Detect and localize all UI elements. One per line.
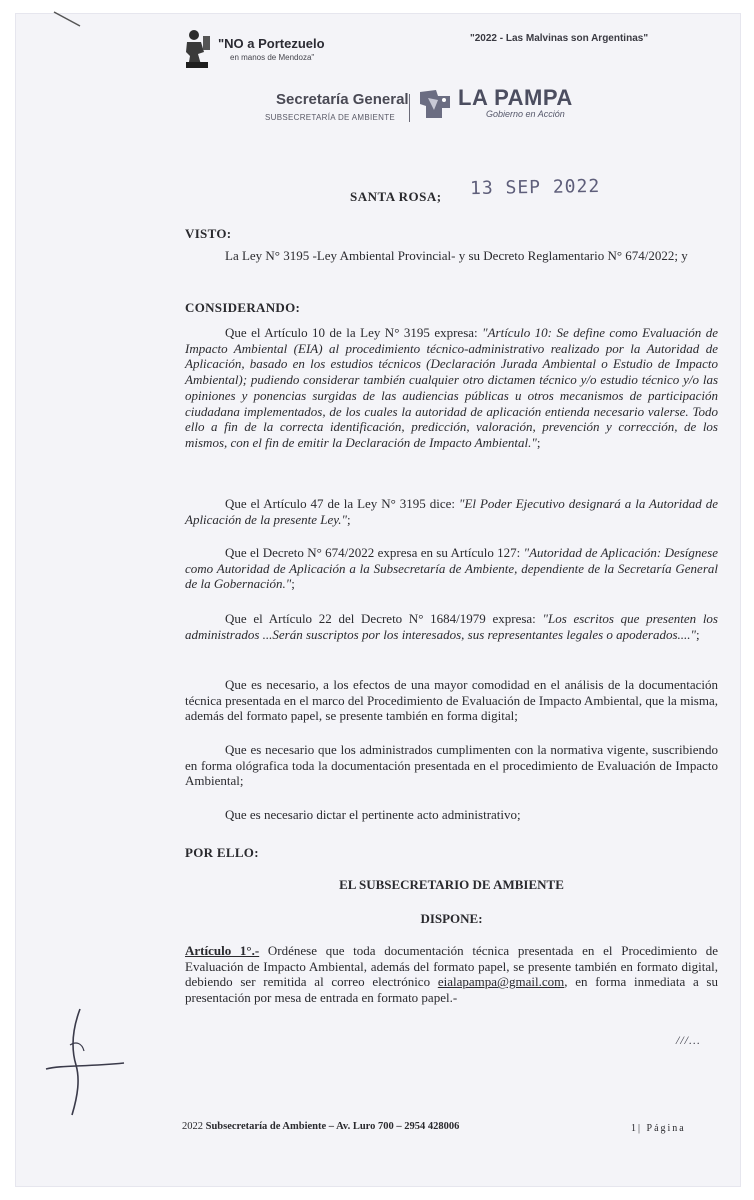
page-label: | Página — [638, 1123, 686, 1134]
article-1-text-end: , en forma inmediata a su presentación por mesa de entrada en formato papel.- — [185, 974, 718, 1006]
article-1-text: Ordénese que toda documentación técnica presentada en el Procedimiento de Evaluación de Impacto Ambiental, además del formato papel, se presente también en formato digital, debiendo ser remitida al correo electrónico — [185, 943, 718, 990]
year-motto: "2022 - Las Malvinas son Argentinas" — [470, 33, 649, 44]
considerando-paragraph-7: Que es necesario dictar el pertinente acto administrativo; — [225, 807, 521, 822]
paragraph-lead: Que el Decreto N° 674/2022 expresa en su Artículo 127: — [225, 545, 524, 560]
paragraph-lead: Que el Artículo 10 de la Ley N° 3195 expresa: — [225, 325, 483, 340]
date-stamp: 13 SEP 2022 — [469, 175, 601, 200]
footer-address — [182, 1121, 459, 1132]
por-ello-heading: POR ELLO: — [185, 845, 259, 860]
city-line: SANTA ROSA; — [350, 189, 442, 204]
article-1 — [185, 943, 718, 1006]
header-divider — [409, 94, 410, 122]
considerando-paragraph-5: Que es necesario, a los efectos de una mayor comodidad en el análisis de la documentación técnica presentada en el marco del Procedimiento de Evaluación de Impacto Ambiental, que la misma, además del formato papel, se presente también en forma digital; — [185, 677, 718, 724]
subsecretaria-name: SUBSECRETARÍA DE AMBIENTE — [265, 113, 396, 122]
paper-mark — [50, 8, 90, 30]
page-number — [631, 1123, 686, 1134]
motto-sub: en manos de Mendoza" — [230, 53, 315, 62]
footer-year: 2022 — [182, 1121, 203, 1132]
secretaria-name: Secretaría General — [276, 91, 409, 108]
considerando-heading: CONSIDERANDO: — [185, 300, 301, 315]
continuation-mark: ///... — [676, 1033, 702, 1047]
quoted-text: "El Poder Ejecutivo designará a la Autoridad de Aplicación de la presente Ley." — [185, 496, 719, 527]
paragraph-tail: ; — [291, 576, 295, 592]
paragraph-tail: ; — [347, 511, 351, 527]
paragraph-tail: ; — [536, 434, 541, 450]
paragraph-lead: Que el Artículo 47 de la Ley N° 3195 dice: — [225, 496, 460, 511]
motto-main: "NO a Portezuelo — [218, 36, 325, 51]
handwritten-signature — [40, 1005, 130, 1125]
la-pampa-map-icon — [416, 86, 454, 122]
province-name: LA PAMPA — [458, 85, 573, 110]
visto-text: La Ley N° 3195 -Ley Ambiental Provincial- y su Decreto Reglamentario N° 674/2022; y — [225, 248, 688, 263]
article-1-label: Artículo 1°.- — [185, 943, 260, 958]
quoted-text: "Autoridad de Aplicación: Desígnese como Autoridad de Aplicación a la Subsecretaría de Ambiente, dependiente de la Secretaría General de la Gobernación." — [185, 545, 719, 592]
visto-heading: VISTO: — [185, 226, 232, 241]
considerando-paragraph-6: Que es necesario que los administrados cumplimenten con la normativa vigente, suscribiendo en forma ológrafica toda la documentación presentada en el procedimiento de Evaluación de Impacto Ambiental; — [185, 742, 718, 789]
paragraph-lead: Que el Artículo 22 del Decreto N° 1684/1979 expresa: — [225, 611, 543, 626]
considerando-paragraph-3 — [185, 545, 718, 592]
contact-email-link[interactable]: eialapampa@gmail.com — [437, 974, 565, 990]
considerando-paragraph-2 — [185, 496, 718, 527]
footer-office: Subsecretaría de Ambiente – Av. Luro 700 – 2954 428006 — [205, 1121, 460, 1132]
portezuelo-logo-icon — [184, 28, 212, 72]
considerando-paragraph-4 — [185, 611, 718, 642]
authority-title: EL SUBSECRETARIO DE AMBIENTE — [339, 877, 564, 892]
considerando-paragraph-1 — [185, 325, 718, 451]
page-number-value: 1 — [631, 1123, 638, 1134]
quoted-text: "Artículo 10: Se define como Evaluación de Impacto Ambiental (EIA) al procedimiento técnico-administrativo realizado por la Autoridad de Aplicación, basado en los estudios técnicos (Declaración Jurada Ambiental o Estudio de Impacto Ambiental); pudiendo considerar también cualquier otro dictamen técnico y/o estudio técnico y/o las opiniones y ponencias surgidas de las audiencias públicas u otros mecanismos de participación ciudadana implementados, de los cuales la autoridad de aplicación entienda necesario valerse. Todo ello a fin de la correcta identificación, predicción, valoración, prevención y corrección, de los mismos, con el fin de emitir la Declaración de Impacto Ambiental." — [185, 325, 719, 450]
paragraph-tail: ; — [696, 626, 700, 642]
government-tagline: Gobierno en Acción — [486, 109, 565, 119]
quoted-text: "Los escritos que presenten los administrados ...Serán suscriptos por los interesados, sus representantes legales o apoderados...." — [185, 611, 718, 642]
dispone-heading: DISPONE: — [420, 911, 483, 926]
